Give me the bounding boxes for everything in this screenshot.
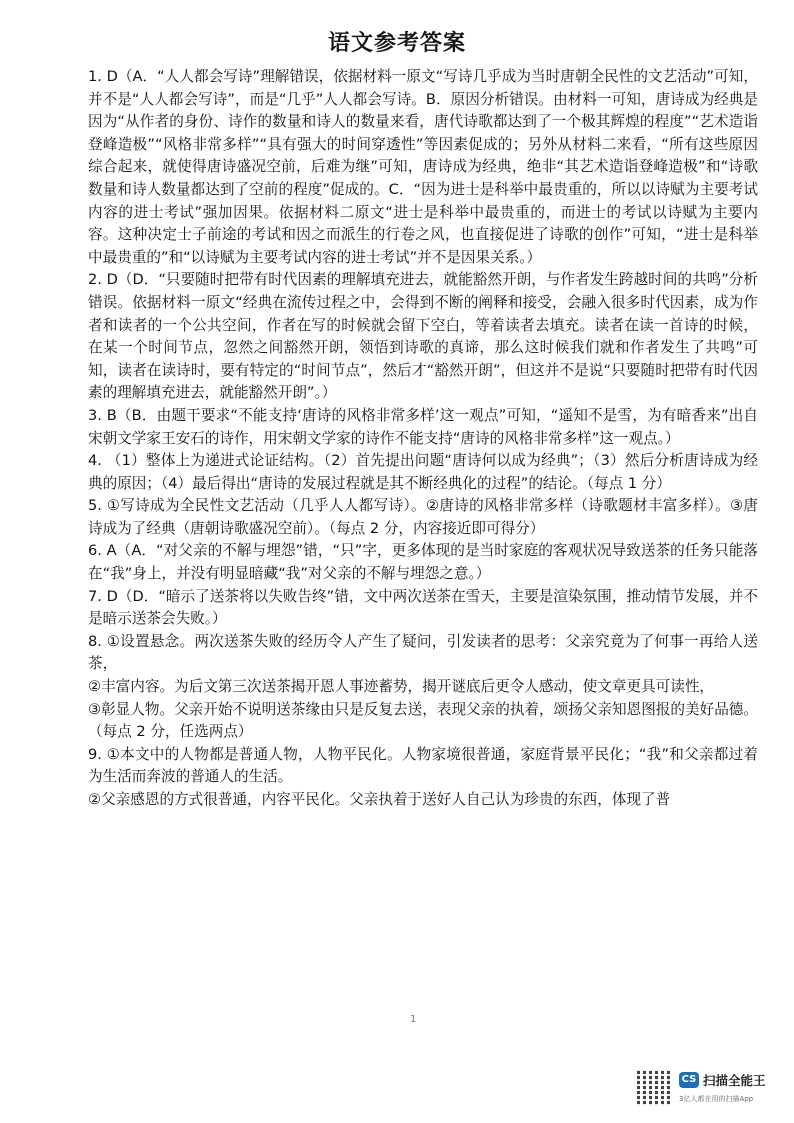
page-title: 语文参考答案	[327, 31, 466, 56]
qr-code-pattern	[637, 1070, 673, 1106]
answer-paragraph: 9. ①本文中的人物都是普通人物，人物平民化。人物家境很普通，家庭背景平民化；“我”和父亲都过着为生活而奔波的普通人的生活。	[88, 745, 758, 786]
scanner-watermark	[637, 1068, 787, 1112]
page-number: 1	[410, 1014, 417, 1025]
watermark-app-name: 扫描全能王	[703, 1073, 766, 1088]
answer-paragraph: 2. D（D．“只要随时把带有时代因素的理解填充进去，就能豁然开朗，与作者发生跨越时间的共鸣”分析错误。依据材料一原文“经典在流传过程之中，会得到不断的阐释和接受，会融入很多时代因素，成为作者和读者的一个公共空间，作者在写的时候就会留下空白，等着读者去填充。读者在读一首诗的时候，在某一个时间节点，忽然之间豁然开朗，领悟到诗歌的真谛，那么这时候我们就和作者发生了共鸣”可知，读者在读诗时，要有特定的“时间节点”，然后才“豁然开朗”，但这并不是说“只要随时把带有时代因素的理解填充进去，就能豁然开朗”。）	[88, 271, 758, 402]
answer-paragraph: 7. D（D．“暗示了送茶将以失败告终”错，文中两次送茶在雪天，主要是渲染氛围，推动情节发展，并不是暗示送茶会失败。）	[88, 587, 758, 628]
answer-paragraph: 6. A（A．“对父亲的不解与埋怨”错，“只”字，更多体现的是当时家庭的客观状况导致送茶的任务只能落在“我”身上，并没有明显暗藏“我”对父亲的不解与埋怨之意。）	[88, 542, 758, 583]
answer-paragraph: 4. （1）整体上为递进式论证结构。（2）首先提出问题“唐诗何以成为经典”；（3）然后分析唐诗成为经典的原因；（4）最后得出“唐诗的发展过程就是其不断经典化的过程”的结论。（每点 1 分）	[88, 452, 758, 492]
answer-paragraph: 1. D（A．“人人都会写诗”理解错误，依据材料一原文“写诗几乎成为当时唐朝全民性的文艺活动”可知，并不是“人人都会写诗”，而是“几乎”人人都会写诗。B．原因分析错误。由材料一可知，唐诗成为经典是因为“从作者的身份、诗作的数量和诗人的数量来看，唐代诗歌都达到了一个极其辉煌的程度”“艺术造诣登峰造极”“风格非常多样”“具有强大的时间穿透性”等因素促成的；另外从材料二来看，“所有这些原因综合起来，就使得唐诗盛况空前，后难为继”可知，唐诗成为经典，绝非“其艺术造诣登峰造极”和“诗歌数量和诗人数量都达到了空前的程度”促成的。C．“因为进士是科举中最贵重的，所以以诗赋为主要考试内容的进士考试”强加因果。依据材料二原文“进士是科举中最贵重的，而进士的考试以诗赋为主要内容。这种决定士子前途的考试和因之而派生的行卷之风，也直接促进了诗歌的创作”可知，“进士是科举中最贵重的”和“以诗赋为主要考试内容的进士考试”并不是因果关系。）	[88, 68, 758, 266]
watermark-tagline: 3亿人都在用的扫描App	[679, 1095, 754, 1103]
answer-paragraph: 8. ①设置悬念。两次送茶失败的经历令人产生了疑问，引发读者的思考：父亲究竟为了何事一再给人送茶，	[88, 632, 758, 673]
answer-paragraph: ②父亲感恩的方式很普通，内容平民化。父亲执着于送好人自己认为珍贵的东西，体现了普	[88, 791, 671, 808]
camscanner-logo-icon: CS	[679, 1072, 699, 1088]
answer-paragraph: 3. B（B．由题干要求“不能支持‘唐诗的风格非常多样’这一观点”可知，“遥知不是雪，为有暗香来”出自宋朝文学家王安石的诗作，用宋朝文学家的诗作不能支持“唐诗的风格非常多样”这一观点。）	[88, 406, 758, 447]
answer-paragraph: ②丰富内容。为后文第三次送茶揭开恩人事迹蓄势，揭开谜底后更令人感动，使文章更具可读性，	[88, 678, 715, 696]
answer-paragraph: ③彰显人物。父亲开始不说明送茶缘由只是反复去送，表现父亲的执着，颂扬父亲知恩图报的美好品德。（每点 2 分，任选两点）	[88, 700, 758, 741]
answer-paragraph: 5. ①写诗成为全民性文艺活动（几乎人人都写诗）。②唐诗的风格非常多样（诗歌题材丰富多样）。③唐诗成为了经典（唐朝诗歌盛况空前）。（每点 2 分，内容接近即可得分）	[88, 497, 758, 537]
answer-content	[88, 66, 758, 812]
